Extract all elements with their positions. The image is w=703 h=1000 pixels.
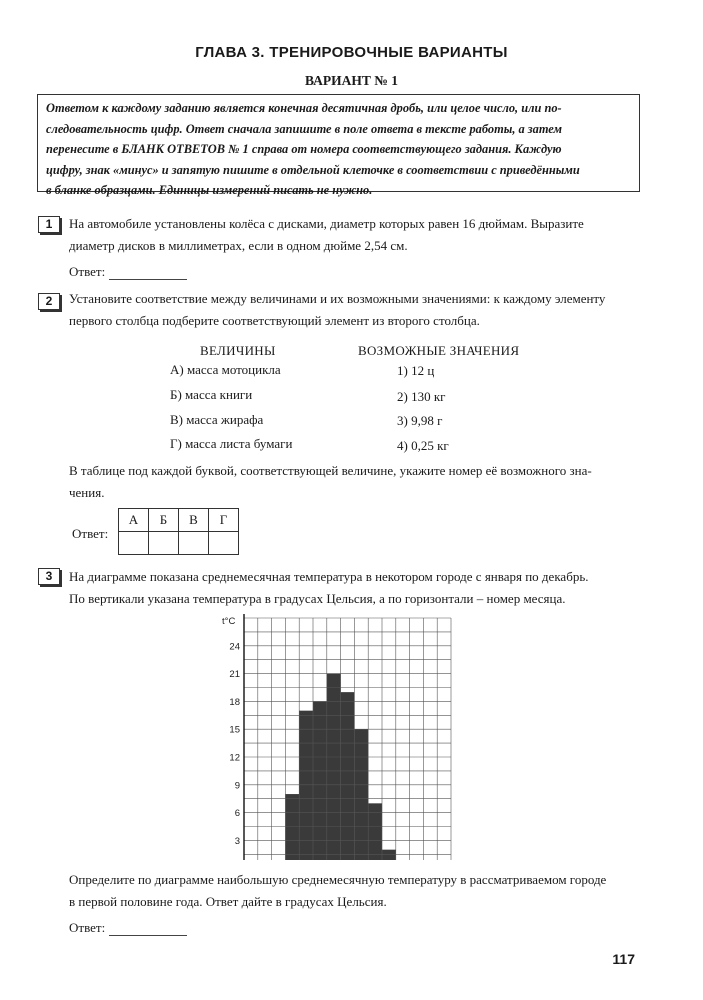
- table-header-cell: Б: [149, 509, 179, 532]
- answer-cell[interactable]: [179, 532, 209, 555]
- chapter-title: ГЛАВА 3. ТРЕНИРОВОЧНЫЕ ВАРИАНТЫ: [195, 44, 508, 61]
- variant-title: ВАРИАНТ № 1: [305, 73, 398, 88]
- col1-header: ВЕЛИЧИНЫ: [200, 343, 276, 358]
- task2-note-line: В таблице под каждой буквой, соответствующей величине, укажите номер её возможного зна-: [69, 463, 592, 478]
- task1-text: [69, 213, 644, 257]
- value-4: 4) 0,25 кг: [397, 438, 449, 453]
- value-2: 2) 130 кг: [397, 389, 446, 404]
- page-number: 117: [612, 951, 635, 967]
- task2-line: Установите соответствие между величинами и их возможными значениями: к каждому элементу: [69, 291, 606, 306]
- col2-header: ВОЗМОЖНЫЕ ЗНАЧЕНИЯ: [358, 343, 520, 358]
- task3-text: [69, 566, 654, 610]
- answer-label: Ответ:: [69, 920, 106, 935]
- instruction-line: цифру, знак «минус» и запятую пишите в отдельной клеточке в соответствии с приведёнными: [46, 162, 580, 177]
- bar: [382, 850, 396, 860]
- task1-line: На автомобиле установлены колёса с дисками, диаметр которых равен 16 дюймам. Выразите: [69, 216, 584, 231]
- y-tick-label: 3: [234, 835, 240, 847]
- bar: [299, 711, 313, 860]
- bar: [368, 803, 382, 860]
- task3-question-line: Определите по диаграмме наибольшую среднемесячную температуру в рассматриваемом городе: [69, 872, 607, 887]
- task3-question: [69, 869, 654, 913]
- task2-answer-label: Ответ:: [72, 526, 109, 541]
- task2-text: [69, 288, 644, 332]
- answer-label: Ответ:: [69, 264, 106, 279]
- instruction-line: Ответом к каждому заданию является конечная десятичная дробь, или целое число, или по-: [46, 101, 562, 115]
- y-tick-label: 24: [229, 641, 240, 653]
- instruction-line: в бланке образцами. Единицы измерений писать не нужно.: [46, 183, 373, 198]
- instruction-line: следовательность цифр. Ответ сначала запишите в поле ответа в тексте работы, а затем: [46, 121, 562, 136]
- y-axis-label: t°C: [222, 616, 236, 627]
- task-number-2: 2: [38, 293, 60, 310]
- task3-question-line: в первой половине года. Ответ дайте в градусах Цельсия.: [69, 894, 387, 909]
- bar: [313, 701, 327, 860]
- bar: [285, 794, 299, 860]
- y-tick-label: 15: [229, 724, 240, 736]
- answer-cell[interactable]: [119, 532, 149, 555]
- task2-note-line: чения.: [69, 485, 105, 500]
- quantity-b: Б) масса книги: [170, 387, 253, 402]
- table-header-cell: Г: [209, 509, 239, 532]
- instruction-line: перенесите в БЛАНК ОТВЕТОВ № 1 справа от номера соответствующего задания. Каждую: [46, 142, 562, 157]
- task1-answer: [69, 264, 187, 280]
- answer-cell[interactable]: [149, 532, 179, 555]
- value-3: 3) 9,98 г: [397, 413, 443, 428]
- instructions-box: [37, 94, 640, 198]
- task3-line: На диаграмме показана среднемесячная температура в некотором городе с января по декабрь.: [69, 569, 589, 584]
- quantity-v: В) масса жирафа: [170, 412, 264, 427]
- answer-field[interactable]: [109, 266, 187, 280]
- value-1: 1) 12 ц: [397, 363, 435, 378]
- task3-answer: [69, 920, 187, 936]
- task2-answer-table: [118, 508, 239, 555]
- y-tick-label: 9: [234, 780, 240, 792]
- task-number-3: 3: [38, 568, 60, 585]
- quantity-a: А) масса мотоцикла: [170, 362, 281, 377]
- y-tick-label: 21: [229, 669, 240, 681]
- task3-line: По вертикали указана температура в градусах Цельсия, а по горизонтали – номер месяца.: [69, 591, 566, 606]
- y-tick-label: 18: [229, 696, 240, 708]
- bar: [341, 692, 355, 860]
- quantity-g: Г) масса листа бумаги: [170, 436, 293, 451]
- y-tick-label: 6: [234, 808, 240, 820]
- task1-line: диаметр дисков в миллиметрах, если в одном дюйме 2,54 см.: [69, 238, 408, 253]
- task2-note: [69, 460, 644, 504]
- task2-line: первого столбца подберите соответствующий элемент из второго столбца.: [69, 313, 480, 328]
- table-header-cell: В: [179, 509, 209, 532]
- table-header-cell: А: [119, 509, 149, 532]
- temperature-chart: [200, 610, 480, 860]
- answer-field[interactable]: [109, 922, 187, 936]
- y-tick-label: 12: [229, 752, 240, 764]
- answer-cell[interactable]: [209, 532, 239, 555]
- task-number-1: 1: [38, 216, 60, 233]
